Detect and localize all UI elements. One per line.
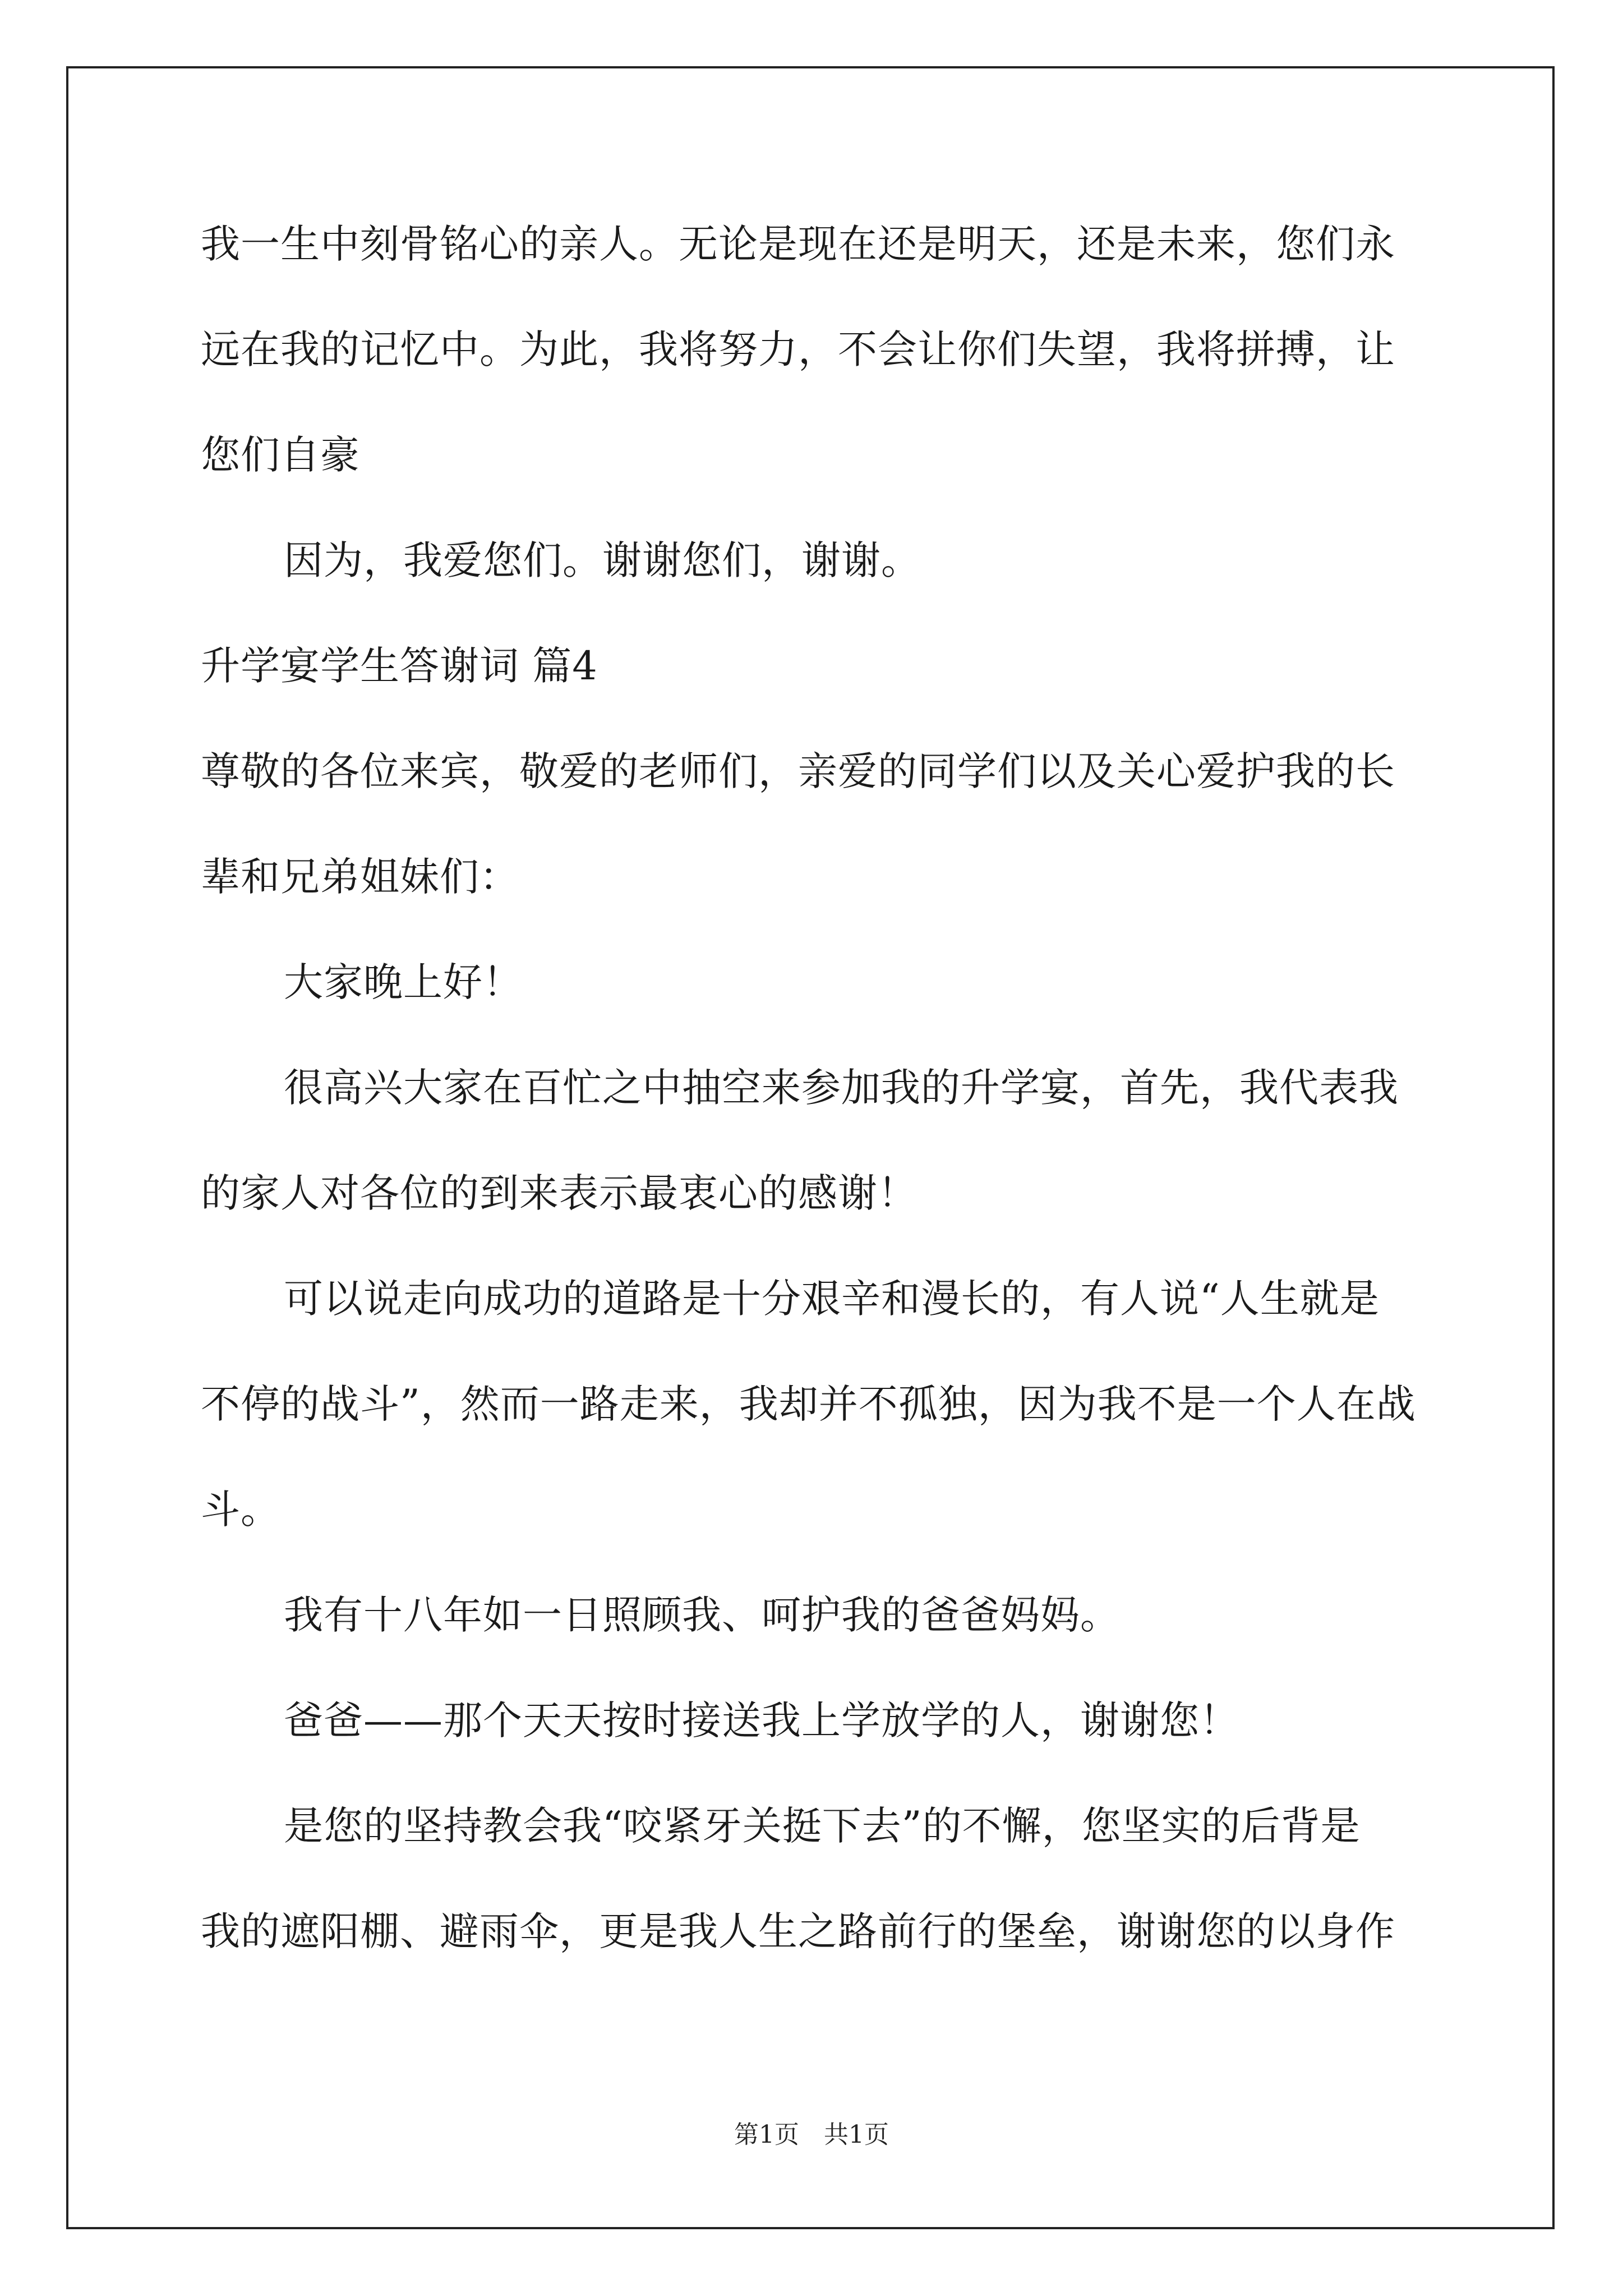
body-line: 我的遮阳棚、避雨伞，更是我人生之路前行的堡垒，谢谢您的以身作 <box>201 1908 1395 1954</box>
body-line: 大家晚上好！ <box>284 959 523 1005</box>
body-line: 爸爸——那个天天按时接送我上学放学的人，谢谢您！ <box>284 1697 1239 1743</box>
body-line: 很高兴大家在百忙之中抽空来参加我的升学宴，首先，我代表我 <box>284 1065 1399 1111</box>
section-heading: 升学宴学生答谢词 篇4 <box>201 643 598 689</box>
body-line: 不停的战斗”，然而一路走来，我却并不孤独，因为我不是一个人在战 <box>201 1381 1416 1427</box>
body-line: 斗。 <box>201 1487 280 1533</box>
body-line: 可以说走向成功的道路是十分艰辛和漫长的，有人说“人生就是 <box>284 1276 1380 1322</box>
body-line: 您们自豪 <box>201 432 360 478</box>
body-line: 我有十八年如一日照顾我、呵护我的爸爸妈妈。 <box>284 1592 1120 1638</box>
body-line: 辈和兄弟姐妹们： <box>201 854 519 900</box>
page-number-footer: 第1页 共1页 <box>734 2120 889 2149</box>
body-line: 尊敬的各位来宾，敬爱的老师们，亲爱的同学们以及关心爱护我的长 <box>201 748 1395 794</box>
body-line: 是您的坚持教会我“咬紧牙关挺下去”的不懈，您坚实的后背是 <box>284 1803 1361 1849</box>
page-border <box>66 66 1555 2229</box>
body-line: 远在我的记忆中。为此，我将努力，不会让你们失望，我将拼搏，让 <box>201 326 1395 372</box>
body-line: 的家人对各位的到来表示最衷心的感谢！ <box>201 1170 917 1216</box>
body-line: 我一生中刻骨铭心的亲人。无论是现在还是明天，还是未来，您们永 <box>201 221 1395 267</box>
body-line: 因为，我爱您们。谢谢您们，谢谢。 <box>284 537 921 583</box>
